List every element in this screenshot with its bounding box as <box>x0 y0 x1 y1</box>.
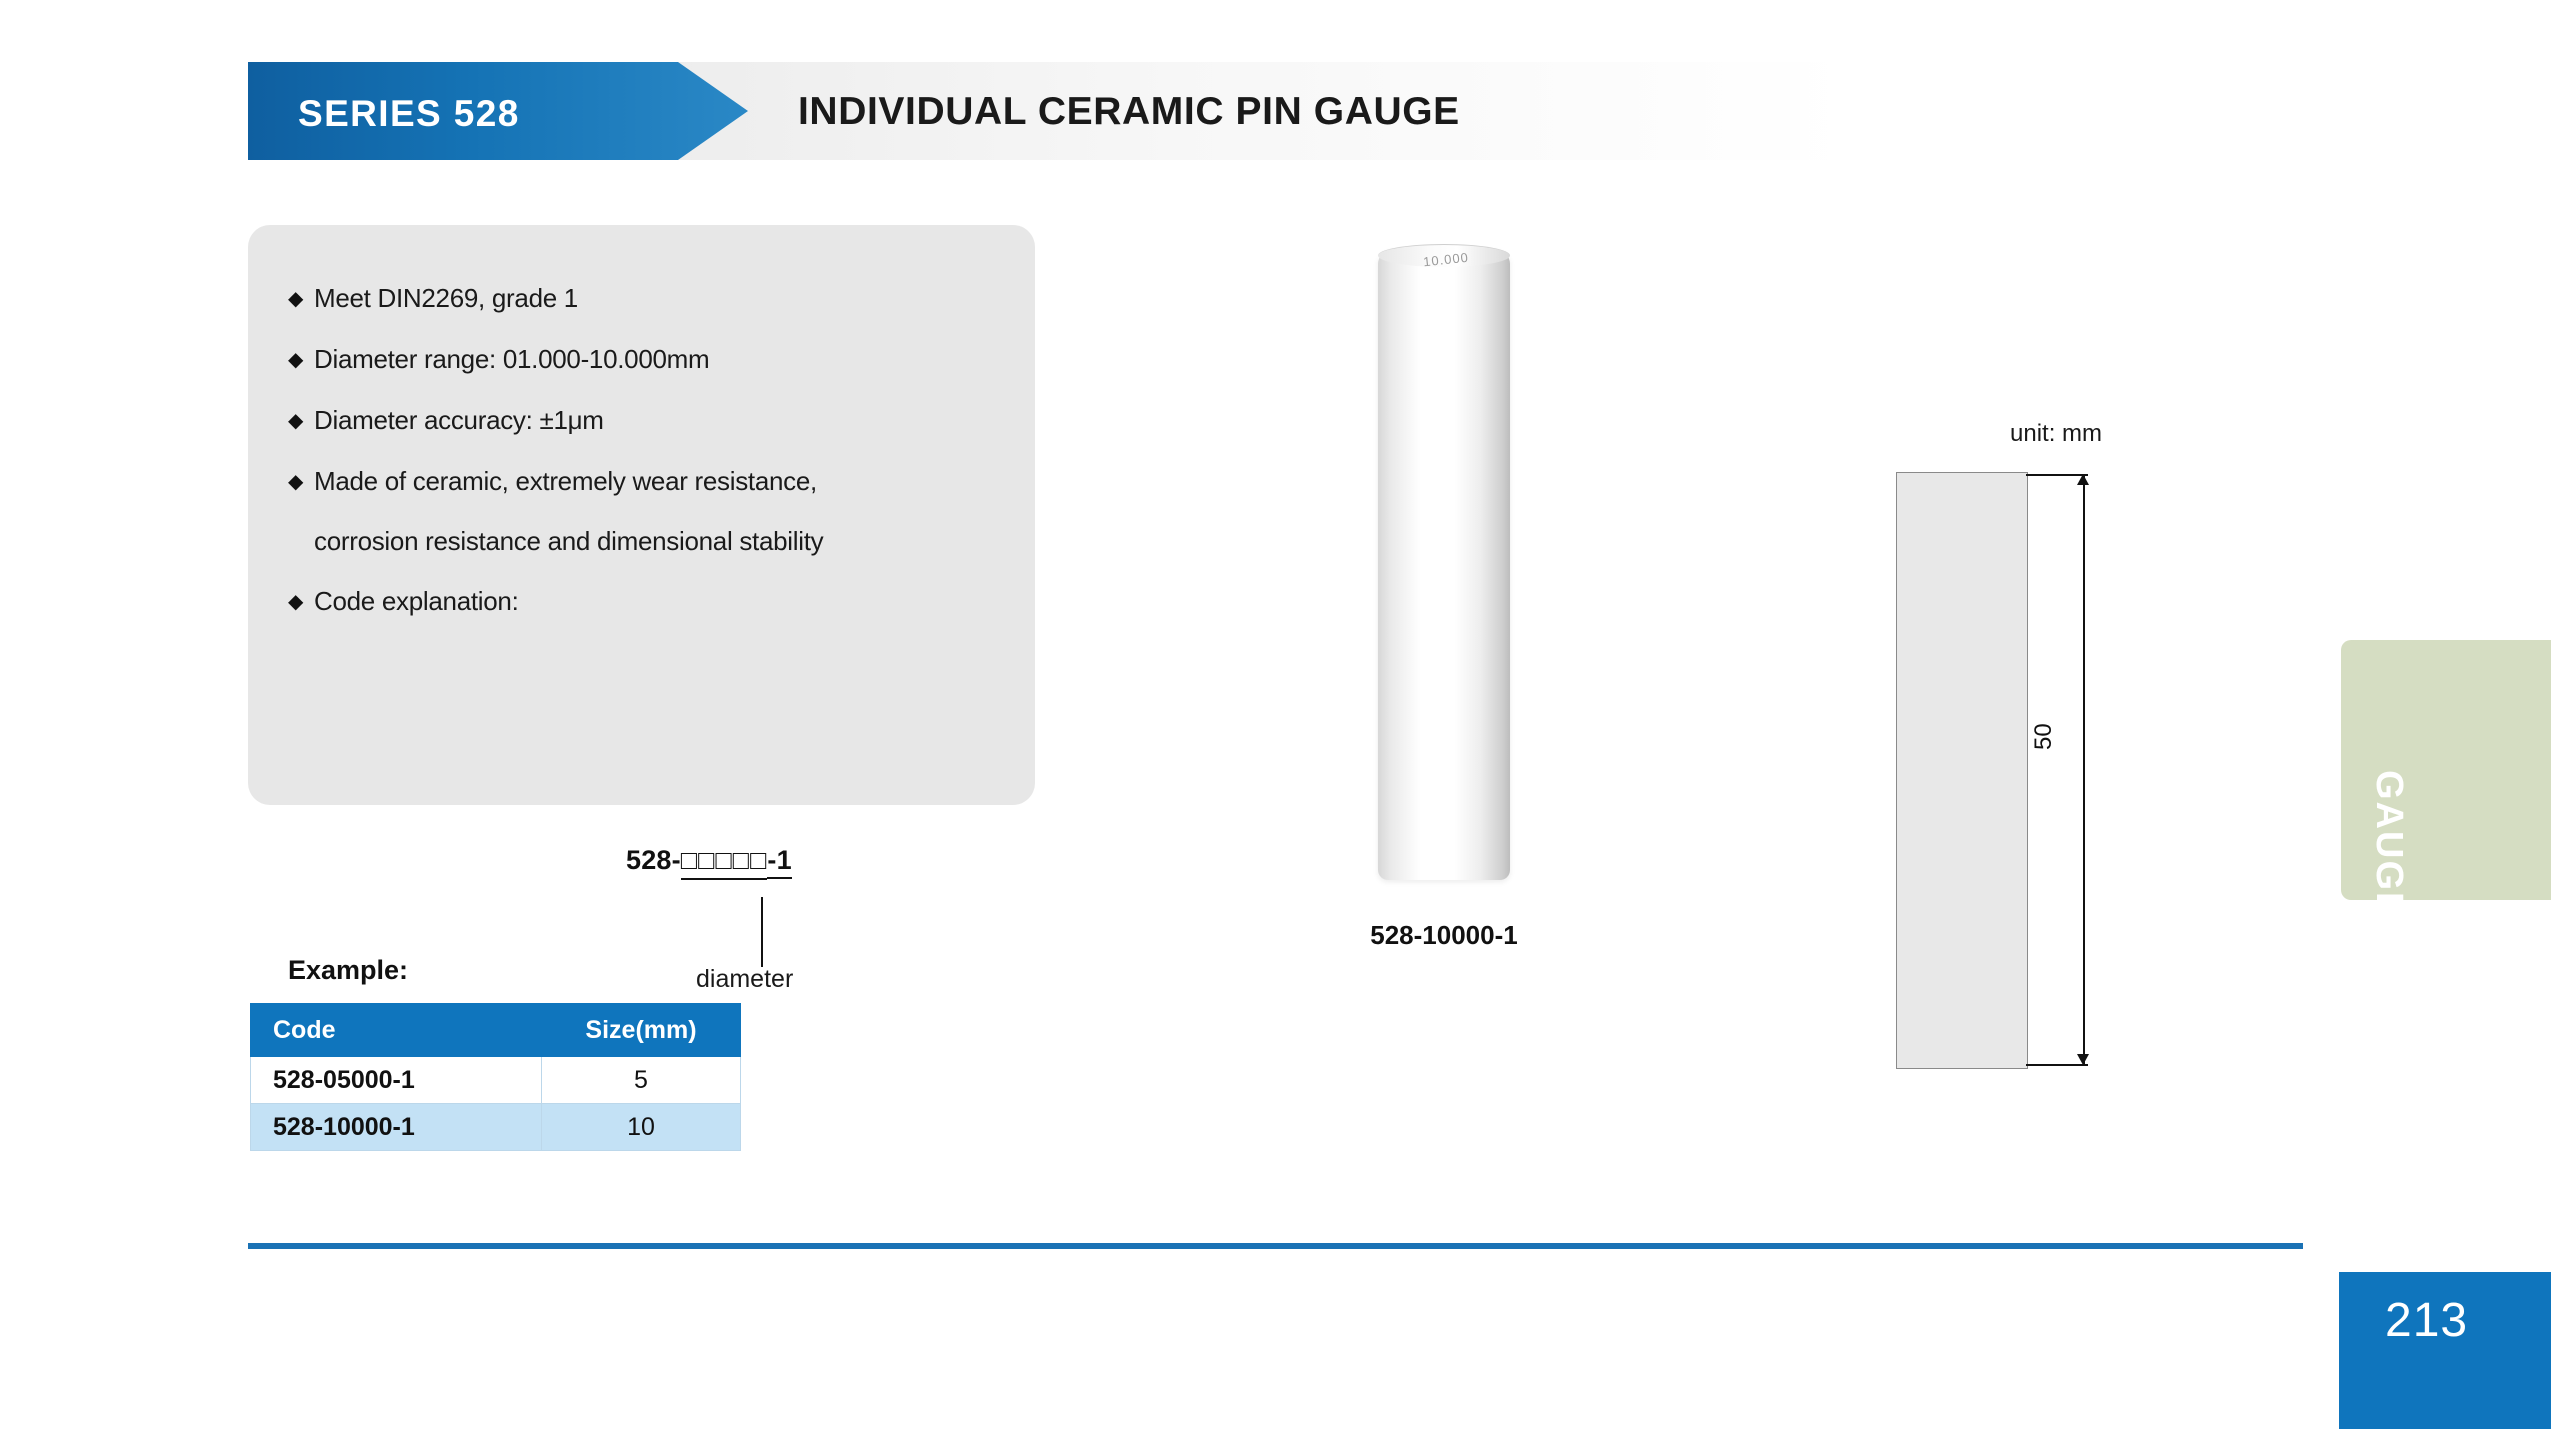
example-table <box>250 1003 741 1151</box>
feature-text: Meet DIN2269, grade 1 <box>314 283 578 313</box>
page-header <box>248 62 2303 160</box>
diamond-bullet-icon: ◆ <box>288 288 304 310</box>
feature-list <box>288 281 998 645</box>
cell-size: 5 <box>542 1057 741 1104</box>
feature-text-line2: corrosion resistance and dimensional stability <box>314 526 824 556</box>
page-title: INDIVIDUAL CERAMIC PIN GAUGE <box>798 90 1460 133</box>
table-row <box>251 1104 741 1151</box>
dimension-value-length: 50 <box>2030 723 2057 750</box>
drawing-unit-label: unit: mm <box>2010 420 2103 447</box>
example-label: Example: <box>288 955 409 985</box>
feature-text: Diameter range: 01.000-10.000mm <box>314 344 710 374</box>
cell-size: 10 <box>542 1104 741 1151</box>
diamond-bullet-icon: ◆ <box>288 349 304 371</box>
cell-code: 528-05000-1 <box>251 1057 542 1104</box>
product-caption: 528-10000-1 <box>1370 920 1518 950</box>
page-number: 213 <box>2385 1294 2469 1347</box>
list-item <box>288 403 998 438</box>
code-caption: diameter <box>696 965 794 993</box>
code-prefix: 528- <box>626 845 681 875</box>
header-series-label: SERIES 528 <box>298 93 520 134</box>
pin-engraving-text: 10.000 <box>1422 249 1470 270</box>
list-item <box>288 464 998 558</box>
footer-divider <box>248 1243 2303 1249</box>
cell-code: 528-10000-1 <box>251 1104 542 1151</box>
dimension-arrow-bottom-icon <box>2077 1054 2089 1065</box>
feature-text-wrap <box>314 464 823 558</box>
table-row <box>251 1057 741 1104</box>
side-tab-label: GAUGE <box>2368 770 2410 920</box>
dimension-line <box>2083 474 2085 1065</box>
column-header-code: Code <box>251 1004 542 1057</box>
table-header-row <box>251 1004 741 1057</box>
list-item <box>288 281 998 316</box>
list-item <box>288 584 998 619</box>
product-photo <box>1330 230 1730 970</box>
code-explanation <box>626 845 792 880</box>
diamond-bullet-icon: ◆ <box>288 410 304 432</box>
feature-text: Diameter accuracy: ±1μm <box>314 405 604 435</box>
drawing-part-outline <box>1896 472 2028 1069</box>
column-header-size: Size(mm) <box>542 1004 741 1057</box>
dimension-arrow-top-icon <box>2077 474 2089 485</box>
ceramic-pin-gauge-image <box>1378 250 1510 880</box>
diamond-bullet-icon: ◆ <box>288 591 304 613</box>
code-leader-line <box>761 897 763 967</box>
code-suffix: -1 <box>767 845 791 879</box>
feature-text: Code explanation: <box>314 586 519 616</box>
list-item <box>288 342 998 377</box>
feature-text-line1: Made of ceramic, extremely wear resistance, <box>314 466 817 496</box>
diamond-bullet-icon: ◆ <box>288 471 304 493</box>
code-placeholder-boxes: □□□□□ <box>681 845 768 880</box>
